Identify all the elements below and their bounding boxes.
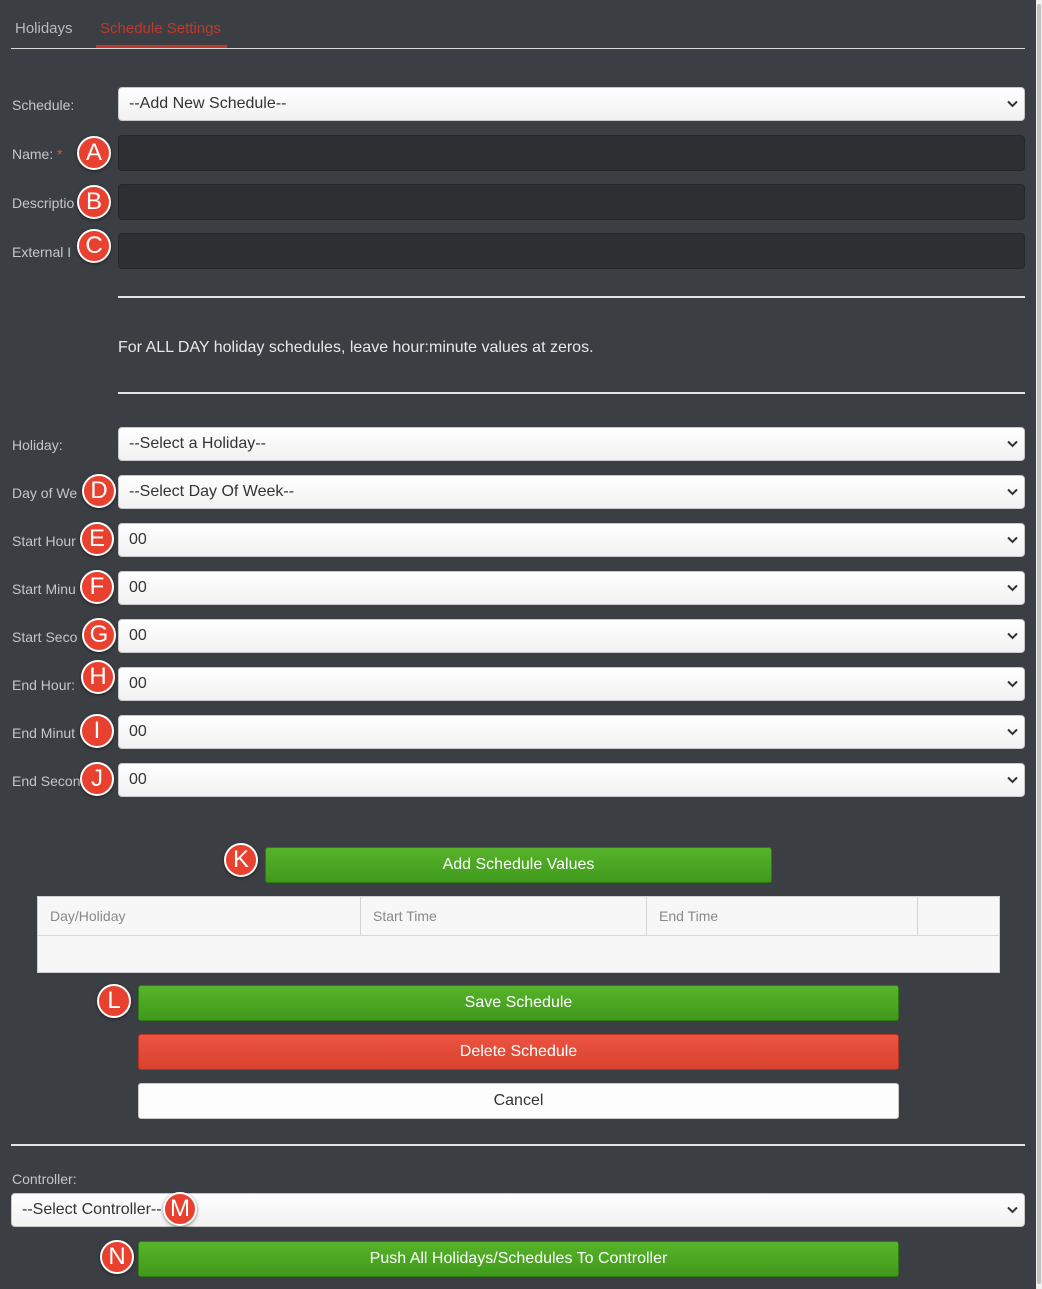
marker-k: K: [224, 843, 258, 877]
save-schedule-button[interactable]: Save Schedule: [138, 985, 899, 1021]
table-header-divider: [38, 935, 999, 936]
day-of-week-label: Day of We: [12, 485, 78, 501]
marker-l: L: [97, 984, 131, 1018]
start-minute-label: Start Minu: [12, 581, 76, 597]
marker-d: D: [82, 474, 116, 508]
start-minute-value: 00: [129, 579, 147, 596]
external-id-input[interactable]: [118, 233, 1025, 269]
tab-schedule-settings[interactable]: Schedule Settings: [100, 20, 221, 37]
end-hour-value: 00: [129, 675, 147, 692]
start-second-value: 00: [129, 627, 147, 644]
end-second-value: 00: [129, 771, 147, 788]
schedule-label: Schedule:: [12, 97, 75, 113]
end-minute-select[interactable]: [118, 715, 1025, 749]
all-day-info-text: For ALL DAY holiday schedules, leave hour:minute values at zeros.: [118, 339, 594, 356]
chevron-down-icon: [1007, 728, 1018, 736]
cancel-button[interactable]: Cancel: [138, 1083, 899, 1119]
holiday-label: Holiday:: [12, 437, 63, 453]
external-id-label: External I: [12, 244, 72, 260]
end-hour-label: End Hour:: [12, 677, 76, 693]
table-header-actions: [918, 897, 999, 935]
chevron-down-icon: [1007, 680, 1018, 688]
table-header-end-time[interactable]: End Time: [647, 897, 918, 935]
end-minute-value: 00: [129, 723, 147, 740]
chevron-down-icon: [1007, 1206, 1018, 1214]
start-second-select[interactable]: [118, 619, 1025, 653]
marker-e: E: [80, 522, 114, 556]
marker-c: C: [77, 229, 111, 263]
start-minute-select[interactable]: [118, 571, 1025, 605]
start-hour-value: 00: [129, 531, 147, 548]
start-second-label: Start Seco: [12, 629, 78, 645]
chevron-down-icon: [1007, 536, 1018, 544]
chevron-down-icon: [1007, 100, 1018, 108]
marker-a: A: [77, 136, 111, 170]
chevron-down-icon: [1007, 776, 1018, 784]
table-header-day-holiday[interactable]: Day/Holiday: [38, 897, 361, 935]
marker-b: B: [77, 185, 111, 219]
chevron-down-icon: [1007, 584, 1018, 592]
marker-g: G: [82, 618, 116, 652]
marker-m: M: [163, 1192, 197, 1226]
table-header-start-time[interactable]: Start Time: [361, 897, 647, 935]
end-hour-select[interactable]: [118, 667, 1025, 701]
day-of-week-select[interactable]: [118, 475, 1025, 509]
start-hour-select[interactable]: [118, 523, 1025, 557]
chevron-down-icon: [1007, 440, 1018, 448]
marker-f: F: [80, 570, 114, 604]
name-input[interactable]: [118, 135, 1025, 171]
description-label: Descriptio: [12, 195, 75, 211]
divider: [11, 1144, 1025, 1146]
controller-select-value: --Select Controller--: [22, 1201, 162, 1218]
marker-i: I: [80, 714, 114, 748]
end-second-label: End Secon: [12, 773, 81, 789]
schedule-select-value: --Add New Schedule--: [129, 95, 287, 112]
holiday-select[interactable]: [118, 427, 1025, 461]
tabs-divider: [11, 48, 1025, 49]
end-second-select[interactable]: [118, 763, 1025, 797]
end-minute-label: End Minut: [12, 725, 76, 741]
chevron-down-icon: [1007, 488, 1018, 496]
chevron-down-icon: [1007, 632, 1018, 640]
divider: [118, 392, 1025, 394]
required-mark: *: [57, 146, 63, 162]
scrollbar-thumb[interactable]: [1037, 4, 1041, 1284]
marker-h: H: [81, 660, 115, 694]
schedule-select[interactable]: [118, 87, 1025, 121]
marker-j: J: [80, 762, 114, 796]
schedule-values-table: [37, 896, 1000, 973]
delete-schedule-button[interactable]: Delete Schedule: [138, 1034, 899, 1070]
add-schedule-values-button[interactable]: Add Schedule Values: [265, 847, 772, 883]
tab-holidays[interactable]: Holidays: [15, 20, 73, 37]
start-hour-label: Start Hour: [12, 533, 76, 549]
push-to-controller-button[interactable]: Push All Holidays/Schedules To Controller: [138, 1241, 899, 1277]
name-label: Name: *: [12, 146, 63, 162]
controller-label: Controller:: [12, 1171, 77, 1187]
holiday-select-value: --Select a Holiday--: [129, 435, 266, 452]
divider: [118, 296, 1025, 298]
marker-n: N: [100, 1240, 134, 1274]
day-of-week-select-value: --Select Day Of Week--: [129, 483, 295, 500]
description-input[interactable]: [118, 184, 1025, 220]
